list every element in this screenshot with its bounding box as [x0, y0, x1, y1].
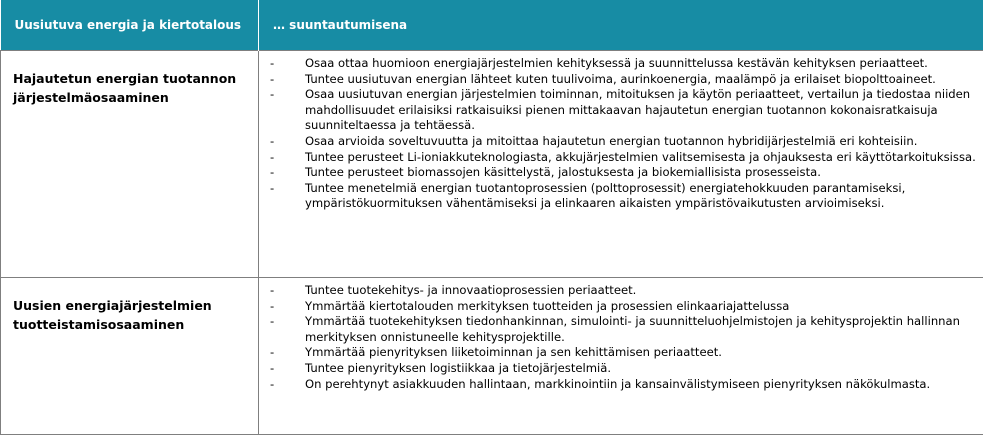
- bullet-dash: -: [270, 72, 274, 88]
- item-text: Tuntee perusteet biomassojen käsittelystä, jalostuksesta ja biokemiallisista prosesseista.: [305, 165, 821, 179]
- competence-items-cell: [259, 278, 983, 435]
- item-text: Tuntee uusiutuvan energian lähteet kuten tuulivoima, aurinkoenergia, maalämpö ja erilaiset biopolttoaineet.: [305, 72, 936, 86]
- competence-list: [259, 278, 983, 398]
- bullet-dash: -: [270, 150, 274, 166]
- item-text: Tuntee pienyrityksen logistiikkaa ja tietojärjestelmiä.: [305, 361, 611, 375]
- competence-list: [259, 51, 983, 218]
- item-text: Tuntee perusteet Li-ioniakkuteknologiasta, akkujärjestelmien valitsemisesta ja ohjauksesta eri käyttötarkoituksissa.: [305, 150, 976, 164]
- item-text: Ymmärtää tuotekehityksen tiedonhankinnan, simulointi- ja suunnitteluohjelmistojen ja kehitysprojektin hallinnan merkityksen onnistuneelle kehitysprojektille.: [305, 314, 960, 344]
- table-row: [1, 51, 983, 278]
- item-text: Osaa ottaa huomioon energiajärjestelmien kehityksessä ja suunnittelussa kestävän kehityksen periaatteet.: [305, 56, 928, 70]
- list-item: [259, 150, 979, 166]
- bullet-dash: -: [270, 181, 274, 197]
- header-col1: Uusiutuva energia ja kiertotalous: [1, 0, 259, 51]
- list-item: [259, 361, 979, 377]
- list-item: [259, 72, 979, 88]
- list-item: [259, 345, 979, 361]
- bullet-dash: -: [270, 134, 274, 150]
- item-text: Osaa uusiutuvan energian järjestelmien toiminnan, mitoituksen ja käytön periaatteet, vertailun ja tiedostaa niiden mahdollisuudet erilaisiksi ratkaisuiksi pienen mittakaavan hajautetun energian tuotannon kokonaisratkaisuja suunniteltaessa ja tehtäessä.: [305, 87, 970, 132]
- list-item: [259, 165, 979, 181]
- competence-area: Uusien energiajärjestelmien tuotteistamisosaaminen: [1, 278, 259, 435]
- bullet-dash: -: [270, 56, 274, 72]
- list-item: [259, 87, 979, 134]
- list-item: [259, 56, 979, 72]
- list-item: [259, 314, 979, 345]
- competence-area: Hajautetun energian tuotannon järjestelmäosaaminen: [1, 51, 259, 278]
- list-item: [259, 299, 979, 315]
- bullet-dash: -: [270, 165, 274, 181]
- bullet-dash: -: [270, 283, 274, 299]
- item-text: Tuntee menetelmiä energian tuotantoprosessien (polttoprosessit) energiatehokkuuden parantamiseksi, ympäristökuormituksen vähentämiseksi ja elinkaaren aikaisten ympäristövaikutusten arvioimiseksi.: [305, 181, 905, 211]
- bullet-dash: -: [270, 345, 274, 361]
- bullet-dash: -: [270, 377, 274, 393]
- item-text: Tuntee tuotekehitys- ja innovaatioprosessien periaatteet.: [305, 283, 636, 297]
- item-text: Osaa arvioida soveltuvuutta ja mitoittaa hajautetun energian tuotannon hybridijärjestelmiä eri kohteisiin.: [305, 134, 917, 148]
- header-col2: … suuntautumisena: [259, 0, 983, 51]
- table-header-row: [1, 0, 983, 51]
- competence-items-cell: [259, 51, 983, 278]
- item-text: Ymmärtää pienyrityksen liiketoiminnan ja sen kehittämisen periaatteet.: [305, 345, 722, 359]
- item-text: Ymmärtää kiertotalouden merkityksen tuotteiden ja prosessien elinkaariajattelussa: [305, 299, 789, 313]
- list-item: [259, 377, 979, 393]
- list-item: [259, 134, 979, 150]
- list-item: [259, 283, 979, 299]
- table-row: [1, 278, 983, 435]
- bullet-dash: -: [270, 299, 274, 315]
- list-item: [259, 181, 979, 212]
- bullet-dash: -: [270, 87, 274, 103]
- bullet-dash: -: [270, 314, 274, 330]
- bullet-dash: -: [270, 361, 274, 377]
- item-text: On perehtynyt asiakkuuden hallintaan, markkinointiin ja kansainvälistymiseen pienyrityksen näkökulmasta.: [305, 377, 930, 391]
